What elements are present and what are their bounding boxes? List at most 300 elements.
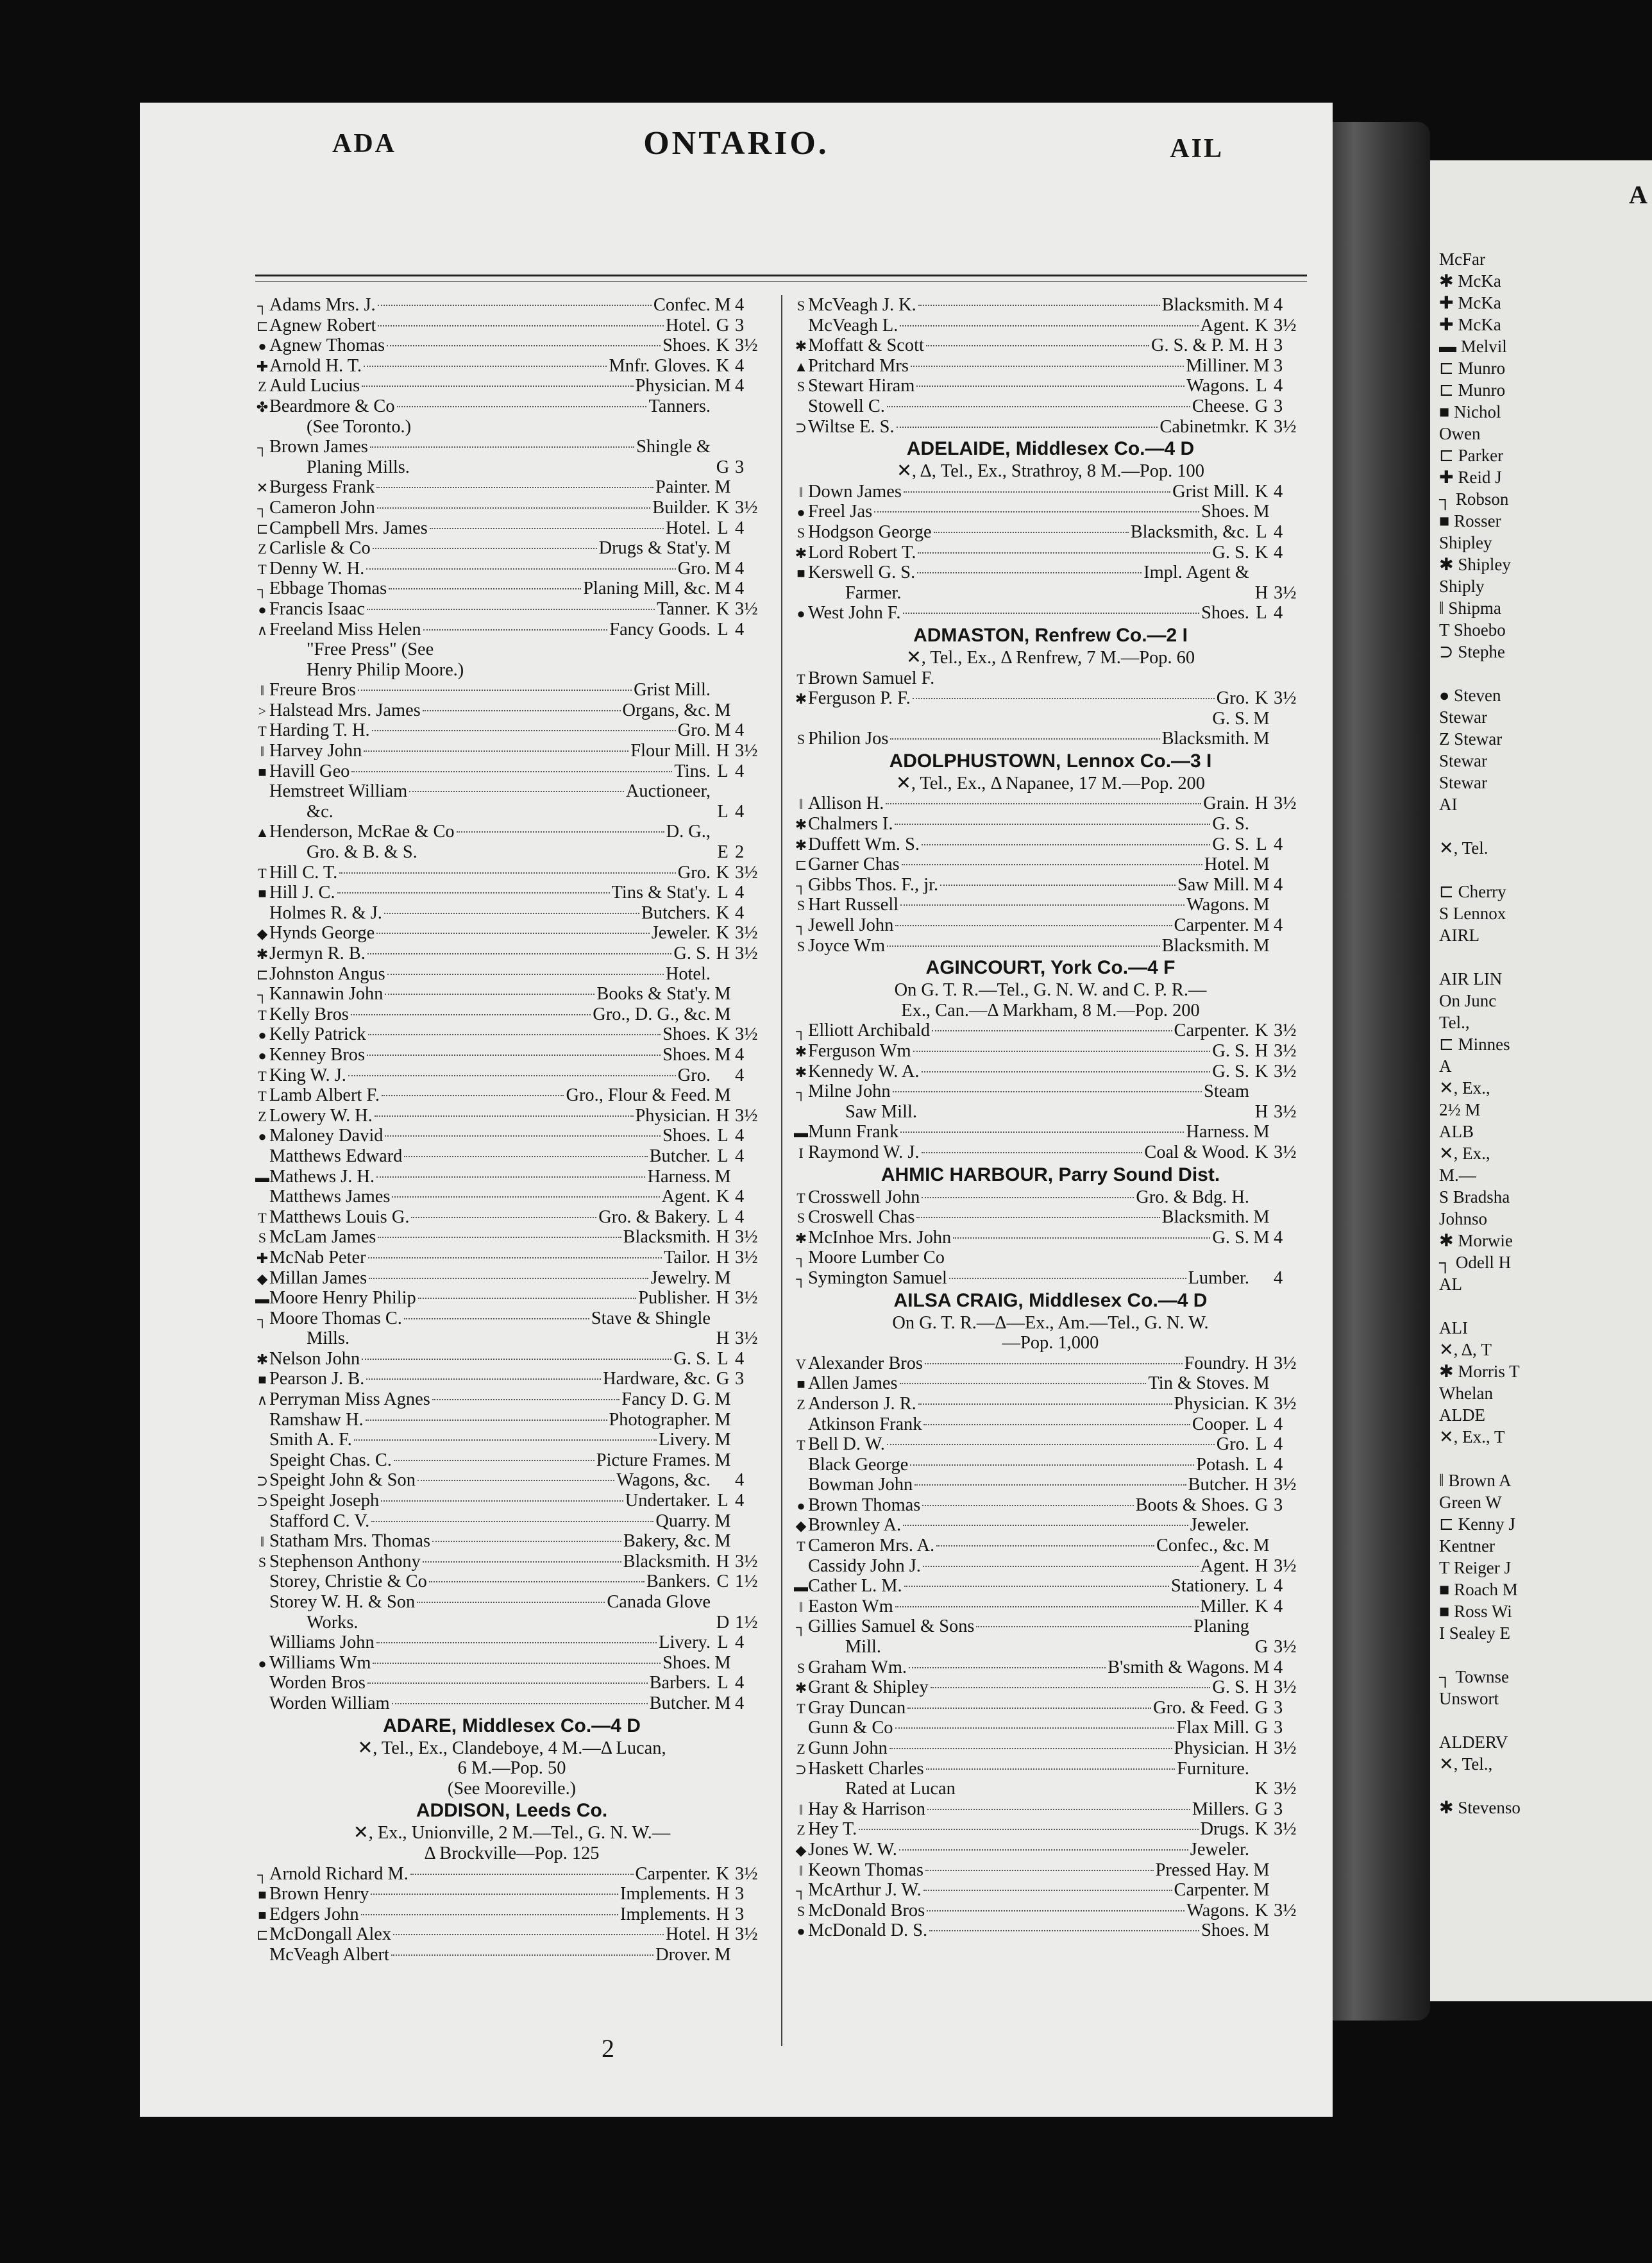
listing-credit: M bbox=[1253, 502, 1270, 522]
listing-row bbox=[794, 316, 1307, 336]
listing-row bbox=[794, 1102, 1307, 1123]
trade-symbol-icon: ┐ bbox=[257, 500, 267, 516]
listing-business: Shoes. bbox=[1201, 603, 1249, 623]
listing-rating: 3½ bbox=[1274, 1021, 1297, 1041]
page-number: 2 bbox=[602, 2034, 614, 2063]
trade-symbol-icon: ▬ bbox=[794, 1124, 808, 1141]
listing-credit: H bbox=[1254, 1353, 1268, 1373]
leader-dots bbox=[927, 1910, 1184, 1911]
header-rule bbox=[255, 275, 1307, 276]
listing-name: Chalmers I. bbox=[808, 814, 893, 835]
listing-rating: 4 bbox=[735, 1187, 745, 1207]
listing-business: Grist Mill. bbox=[634, 680, 711, 700]
listing-business: Wagons. bbox=[1186, 895, 1249, 915]
listing-row bbox=[255, 620, 768, 640]
listing-credit: M bbox=[714, 477, 731, 498]
listing-row bbox=[794, 1637, 1307, 1657]
listing-name: Gray Duncan bbox=[808, 1697, 906, 1718]
place-info: ✕, Tel., Ex., Δ Renfrew, 7 M.—Pop. 60 bbox=[906, 647, 1195, 668]
adjacent-page-line bbox=[1430, 946, 1652, 968]
leader-dots bbox=[384, 913, 639, 914]
listing-business: G. S. bbox=[673, 944, 711, 963]
listing-credit: M bbox=[1253, 1373, 1270, 1394]
listing-row bbox=[794, 396, 1307, 417]
listing-name: Allen James bbox=[808, 1373, 898, 1394]
trade-symbol-icon: ┐ bbox=[257, 581, 267, 598]
trade-symbol-icon: Z bbox=[796, 1741, 805, 1757]
leader-dots bbox=[417, 1602, 605, 1603]
listing-business: Organs, &c. bbox=[622, 700, 711, 720]
trade-symbol-icon: Z bbox=[258, 378, 267, 395]
leader-dots bbox=[367, 953, 672, 954]
trade-symbol-icon: ● bbox=[796, 1923, 805, 1940]
listing-row bbox=[794, 1414, 1307, 1435]
trade-symbol-icon: V bbox=[796, 1355, 806, 1372]
listing-row bbox=[255, 1349, 768, 1369]
listing-name: Bowman John bbox=[808, 1475, 913, 1495]
leader-dots bbox=[373, 1663, 661, 1664]
listing-name: Grant & Shipley bbox=[808, 1677, 929, 1698]
listing-credit: K bbox=[716, 355, 730, 376]
listing-business: Picture Frames. bbox=[596, 1450, 711, 1470]
listing-row bbox=[794, 1738, 1307, 1759]
listing-rating: 3½ bbox=[1274, 1353, 1297, 1373]
listing-row bbox=[794, 915, 1307, 936]
listing-business: Jewelry. bbox=[650, 1267, 711, 1288]
listing-credit: M bbox=[714, 1450, 731, 1470]
listing-name: McArthur J. W. bbox=[808, 1880, 922, 1901]
trade-symbol-icon: ● bbox=[258, 601, 267, 618]
listing-row bbox=[255, 1613, 768, 1633]
leader-dots bbox=[923, 1566, 1199, 1567]
listing-credit: M bbox=[714, 1693, 731, 1713]
adjacent-page-line: I Sealey E bbox=[1439, 1623, 1510, 1643]
listing-credit: L bbox=[1256, 521, 1267, 542]
place-heading: ADDISON, Leeds Co. bbox=[416, 1800, 608, 1822]
listing-business: Agent. bbox=[1200, 1555, 1249, 1576]
listing-name: Henderson, McRae & Co bbox=[269, 822, 455, 842]
listing-name: Stowell C. bbox=[808, 396, 885, 416]
listing-row bbox=[255, 579, 768, 599]
listing-credit: K bbox=[1254, 1142, 1268, 1162]
listing-row bbox=[255, 1924, 768, 1945]
listing-rating: 3 bbox=[735, 315, 745, 335]
listing-credit: M bbox=[714, 720, 731, 741]
listing-row bbox=[794, 1142, 1307, 1163]
listing-row bbox=[255, 1450, 768, 1471]
adjacent-page-line: ✕, Ex., bbox=[1439, 1144, 1490, 1163]
listing-name: Gunn & Co bbox=[808, 1718, 893, 1738]
adjacent-page-line: Unswort bbox=[1439, 1689, 1499, 1708]
listing-row bbox=[794, 502, 1307, 522]
leader-dots bbox=[385, 994, 594, 995]
listing-business: Butcher. bbox=[1188, 1475, 1249, 1495]
trade-symbol-icon: T bbox=[796, 1538, 805, 1555]
listing-rating: 4 bbox=[1274, 542, 1283, 563]
trade-symbol-icon: T bbox=[258, 1067, 267, 1084]
listing-business: Cheese. bbox=[1192, 396, 1249, 416]
listing-business: Millers. bbox=[1192, 1799, 1249, 1819]
listing-row bbox=[794, 709, 1307, 729]
listing-name: Hill C. T. bbox=[269, 862, 338, 883]
listing-row bbox=[794, 1041, 1307, 1062]
listing-credit: M bbox=[714, 1944, 731, 1965]
listing-name: Down James bbox=[808, 481, 902, 502]
leader-dots bbox=[429, 1581, 645, 1582]
listing-row bbox=[255, 781, 768, 802]
adjacent-page-line: Kentner bbox=[1439, 1536, 1495, 1555]
listing-name: Nelson John bbox=[269, 1348, 360, 1369]
listing-business: B'smith & Wagons. bbox=[1108, 1657, 1249, 1677]
listing-row bbox=[794, 376, 1307, 396]
listing-name: Brown James bbox=[269, 437, 368, 457]
listing-rating: 4 bbox=[1274, 1414, 1283, 1434]
leader-dots bbox=[377, 507, 650, 509]
listing-business: Harness. bbox=[647, 1166, 711, 1187]
listing-business: Physician. bbox=[635, 1105, 711, 1126]
listing-rating: 4 bbox=[735, 558, 745, 579]
listing-credit: K bbox=[1254, 1393, 1268, 1414]
listing-name: McNab Peter bbox=[269, 1247, 366, 1267]
listing-row bbox=[255, 437, 768, 457]
trade-symbol-icon: ✚ bbox=[256, 358, 269, 375]
listing-row bbox=[255, 842, 768, 863]
listing-business: Gro. bbox=[1216, 1434, 1249, 1455]
leader-dots bbox=[926, 1768, 1176, 1770]
listing-business: Grist Mill. bbox=[1172, 481, 1249, 502]
trade-symbol-icon: ⊃ bbox=[795, 419, 807, 436]
listing-row bbox=[255, 1864, 768, 1885]
listing-row bbox=[255, 498, 768, 518]
listing-credit: M bbox=[714, 1389, 731, 1410]
trade-symbol-icon: T bbox=[258, 723, 267, 740]
listing-continuation: Henry Philip Moore.) bbox=[307, 659, 464, 680]
trade-symbol-icon: ◆ bbox=[257, 1270, 268, 1287]
listing-rating: 4 bbox=[735, 1693, 745, 1713]
place-info: Δ Brockville—Pop. 125 bbox=[424, 1843, 600, 1863]
listing-rating: 4 bbox=[735, 1207, 745, 1227]
listing-business: G. S. bbox=[1212, 542, 1249, 563]
listing-business: Grain. bbox=[1203, 793, 1249, 814]
listing-rating: 4 bbox=[735, 295, 745, 315]
listing-row bbox=[794, 1556, 1307, 1577]
listing-row bbox=[255, 1146, 768, 1167]
listing-business: Gro. bbox=[677, 558, 711, 579]
leader-dots bbox=[890, 738, 1159, 740]
listing-row bbox=[794, 583, 1307, 604]
listing-rating: 3½ bbox=[1274, 1475, 1297, 1495]
listing-rating: 4 bbox=[735, 619, 745, 640]
leader-dots bbox=[893, 1091, 1202, 1092]
listing-credit: L bbox=[717, 883, 729, 903]
listing-business: Hotel. bbox=[665, 315, 711, 335]
listing-credit: M bbox=[1253, 1920, 1270, 1941]
listing-credit: G bbox=[1254, 396, 1268, 416]
listing-row bbox=[255, 944, 768, 964]
adjacent-page-line: Stewar bbox=[1439, 708, 1487, 727]
listing-credit: M bbox=[1253, 1207, 1270, 1228]
adjacent-page-line: M.— bbox=[1439, 1165, 1476, 1185]
listing-business: Blacksmith. bbox=[1161, 1207, 1249, 1228]
listing-rating: 3 bbox=[1274, 396, 1283, 416]
trade-symbol-icon: ‖ bbox=[260, 743, 265, 760]
adjacent-page-line: ⊏ Munro bbox=[1439, 359, 1506, 378]
listing-name: Cameron Mrs. A. bbox=[808, 1536, 935, 1556]
listing-rating: 3 bbox=[735, 1369, 745, 1389]
trade-symbol-icon: S bbox=[796, 1210, 805, 1226]
trade-symbol-icon: T bbox=[796, 1189, 805, 1206]
listing-row bbox=[255, 1693, 768, 1714]
leader-dots bbox=[423, 629, 608, 631]
adjacent-page-line: Whelan bbox=[1439, 1384, 1493, 1403]
listing-rating: 3 bbox=[735, 1884, 745, 1904]
place-info: On G. T. R.—Tel., G. N. W. and C. P. R.— bbox=[894, 980, 1207, 1001]
listing-rating: 3½ bbox=[1274, 688, 1297, 709]
listing-business: G. S. bbox=[1212, 1227, 1249, 1248]
trade-symbol-icon: Z bbox=[796, 1396, 805, 1412]
listing-row bbox=[794, 1880, 1307, 1901]
listing-name: Ferguson P. F. bbox=[808, 688, 911, 709]
listing-business: Stationery. bbox=[1171, 1576, 1249, 1597]
listing-rating: 4 bbox=[1274, 1657, 1283, 1677]
adjacent-page-line: Tel., bbox=[1439, 1013, 1470, 1032]
listing-business: Foundry. bbox=[1184, 1353, 1249, 1373]
listing-rating: 4 bbox=[735, 579, 745, 599]
leader-dots bbox=[913, 1051, 1211, 1052]
listing-name: Hodgson George bbox=[808, 521, 932, 542]
listing-name: Ebbage Thomas bbox=[269, 579, 387, 599]
trade-symbol-icon: ▬ bbox=[794, 1579, 808, 1595]
leader-dots bbox=[900, 904, 1184, 906]
listing-credit: M bbox=[714, 1166, 731, 1187]
listing-row bbox=[794, 1434, 1307, 1455]
listing-credit: L bbox=[717, 1126, 729, 1146]
listing-name: Wiltse E. S. bbox=[808, 416, 895, 437]
adjacent-page-line bbox=[1430, 1644, 1652, 1666]
header-rule-thin bbox=[255, 281, 1307, 282]
listing-row bbox=[255, 1653, 768, 1674]
listing-rating: 3½ bbox=[735, 1551, 758, 1572]
listing-business: Tins. bbox=[674, 761, 711, 781]
trade-symbol-icon: T bbox=[258, 865, 267, 881]
adjacent-page-line: ⊃ Stephe bbox=[1439, 642, 1505, 661]
listing-row bbox=[794, 1248, 1307, 1268]
listing-row bbox=[255, 1288, 768, 1309]
listing-name: Kelly Patrick bbox=[269, 1024, 366, 1045]
listing-rating: 3½ bbox=[735, 1024, 758, 1045]
listing-credit: K bbox=[1254, 1819, 1268, 1840]
listing-rating: 3½ bbox=[1274, 1041, 1297, 1061]
listing-row bbox=[794, 1268, 1307, 1289]
listing-continuation: "Free Press" (See bbox=[307, 640, 434, 660]
listing-name: Milne John bbox=[808, 1081, 891, 1102]
listing-credit: H bbox=[716, 1884, 730, 1904]
trade-symbol-icon: ● bbox=[258, 338, 267, 355]
listing-row bbox=[255, 1673, 768, 1693]
book-spine bbox=[1321, 122, 1430, 2021]
listing-business: Tailor. bbox=[664, 1247, 711, 1267]
adjacent-page-line: ALDERV bbox=[1439, 1733, 1508, 1752]
listing-credit: M bbox=[714, 376, 731, 396]
listing-name: Stephenson Anthony bbox=[269, 1551, 421, 1572]
leader-dots bbox=[387, 345, 661, 346]
listing-business: Blacksmith, &c. bbox=[1130, 521, 1249, 542]
listing-row bbox=[794, 1920, 1307, 1941]
listing-credit: G bbox=[716, 315, 730, 335]
listing-rating: 3 bbox=[1274, 1697, 1283, 1718]
listing-name: Hill J. C. bbox=[269, 883, 335, 903]
trade-symbol-icon: ⊏ bbox=[256, 520, 269, 537]
listing-business: Auctioneer, bbox=[625, 781, 711, 802]
leader-dots bbox=[378, 1237, 621, 1238]
leader-dots bbox=[370, 446, 634, 448]
listing-rating: 4 bbox=[1274, 295, 1283, 315]
listing-rating: 3 bbox=[1274, 1799, 1283, 1819]
header-left-guide: ADA bbox=[332, 129, 396, 158]
adjacent-page-line: ✕, Tel., bbox=[1439, 1754, 1493, 1774]
listing-rating: 2 bbox=[735, 842, 745, 863]
leader-dots bbox=[936, 1545, 1154, 1547]
adjacent-page bbox=[1430, 160, 1652, 2001]
listing-continuation: Mills. bbox=[307, 1328, 350, 1349]
trade-symbol-icon: ∧ bbox=[257, 1392, 268, 1409]
listing-rating: 4 bbox=[1274, 915, 1283, 936]
trade-symbol-icon: ⊃ bbox=[795, 1761, 807, 1777]
listing-name: McVeagh Albert bbox=[269, 1944, 389, 1965]
listing-name: Croswell Chas bbox=[808, 1207, 915, 1228]
listing-rating: 4 bbox=[735, 1348, 745, 1369]
leader-dots bbox=[368, 1257, 662, 1259]
listing-name: Matthews Edward bbox=[269, 1146, 403, 1166]
leader-dots bbox=[381, 1500, 623, 1502]
listing-row bbox=[794, 936, 1307, 956]
listing-name: McDonald Bros bbox=[808, 1900, 925, 1920]
listing-row bbox=[255, 1592, 768, 1613]
listing-row bbox=[794, 1597, 1307, 1617]
leader-dots bbox=[378, 325, 663, 326]
listing-row bbox=[794, 417, 1307, 437]
listing-rating: 3½ bbox=[735, 1105, 758, 1126]
leader-dots bbox=[918, 552, 1210, 554]
listing-row bbox=[794, 356, 1307, 377]
leader-dots bbox=[369, 1278, 648, 1279]
trade-symbol-icon: ✱ bbox=[256, 1351, 269, 1368]
listing-rating: 4 bbox=[1274, 1454, 1283, 1475]
listing-row bbox=[794, 1576, 1307, 1597]
adjacent-page-header: A bbox=[1629, 180, 1648, 209]
leader-dots bbox=[976, 1626, 1192, 1627]
adjacent-page-line bbox=[1430, 1709, 1652, 1731]
trade-symbol-icon: T bbox=[796, 670, 805, 687]
listing-rating: 4 bbox=[735, 720, 745, 741]
listing-business: Planing Mill, &c. bbox=[583, 579, 711, 599]
listing-row bbox=[255, 538, 768, 559]
listing-business: Shoes. bbox=[662, 1044, 711, 1065]
adjacent-page-line: ✕, Ex., bbox=[1439, 1078, 1490, 1098]
listing-credit: H bbox=[1254, 793, 1268, 814]
leader-dots bbox=[392, 1703, 648, 1704]
leader-dots bbox=[389, 588, 581, 589]
listing-rating: 4 bbox=[735, 1146, 745, 1166]
leader-dots bbox=[364, 366, 607, 367]
listing-name: Adams Mrs. J. bbox=[269, 295, 376, 315]
trade-symbol-icon: Z bbox=[796, 1822, 805, 1838]
leader-dots bbox=[949, 1278, 1186, 1279]
leader-dots bbox=[392, 1196, 659, 1198]
listing-name: Holmes R. & J. bbox=[269, 903, 382, 923]
listing-business: Carpenter. bbox=[1174, 1021, 1249, 1041]
listing-credit: M bbox=[714, 1004, 731, 1024]
leader-dots bbox=[393, 1934, 664, 1935]
leader-dots bbox=[923, 1890, 1172, 1891]
listing-credit: L bbox=[717, 518, 729, 538]
listing-row bbox=[255, 356, 768, 377]
listing-name: Ramshaw H. bbox=[269, 1409, 364, 1430]
trade-symbol-icon: T bbox=[258, 1088, 267, 1105]
listing-business: Gro. bbox=[677, 1065, 711, 1085]
trade-symbol-icon: ● bbox=[258, 1047, 267, 1064]
listing-business: Gro. bbox=[677, 862, 711, 883]
trade-symbol-icon: ■ bbox=[258, 1371, 267, 1388]
leader-dots bbox=[913, 698, 1215, 699]
trade-symbol-icon: Z bbox=[258, 1108, 267, 1124]
listing-name: Matthews Louis G. bbox=[269, 1207, 410, 1227]
listing-rating: 3½ bbox=[1274, 1779, 1297, 1799]
listing-row bbox=[255, 1369, 768, 1389]
listing-credit: K bbox=[716, 598, 730, 619]
listing-rating: 3½ bbox=[1274, 1819, 1297, 1840]
place-info: On G. T. R.—Δ—Ex., Am.—Tel., G. N. W. bbox=[892, 1312, 1209, 1333]
place-heading: AILSA CRAIG, Middlesex Co.—4 D bbox=[893, 1289, 1208, 1311]
listing-name: McDongall Alex bbox=[269, 1924, 392, 1945]
listing-row bbox=[794, 603, 1307, 623]
listing-continuation: (See Toronto.) bbox=[307, 416, 412, 437]
listing-business: Milliner. bbox=[1186, 355, 1249, 376]
listing-name: Burgess Frank bbox=[269, 477, 375, 498]
listing-business: Agent. bbox=[661, 1187, 711, 1207]
listing-credit: M bbox=[1253, 1880, 1270, 1901]
listing-credit: H bbox=[1254, 1041, 1268, 1061]
listing-credit: G bbox=[716, 1369, 730, 1389]
listing-name: Brown Samuel F. bbox=[808, 668, 935, 688]
adjacent-page-line: ⊏ Kenny J bbox=[1439, 1514, 1515, 1534]
listing-credit: K bbox=[1254, 1021, 1268, 1041]
trade-symbol-icon: ‖ bbox=[260, 682, 265, 699]
leader-dots bbox=[902, 864, 1202, 865]
listing-row bbox=[794, 875, 1307, 895]
listing-business: Carpenter. bbox=[1174, 1880, 1249, 1901]
listing-business: Books & Stat'y. bbox=[596, 984, 711, 1004]
listing-business: Shoes. bbox=[1201, 1920, 1249, 1941]
adjacent-page-line: A bbox=[1439, 1056, 1452, 1076]
listing-name: Haskett Charles bbox=[808, 1758, 924, 1779]
listing-name: Munn Frank bbox=[808, 1122, 899, 1142]
listing-row bbox=[794, 1062, 1307, 1082]
listing-name: Ferguson Wm bbox=[808, 1041, 911, 1061]
listing-business: Boots & Shoes. bbox=[1135, 1495, 1249, 1515]
trade-symbol-icon: ▬ bbox=[255, 1291, 269, 1307]
listing-business: Blacksmith. bbox=[1161, 295, 1249, 315]
leader-dots bbox=[376, 1176, 645, 1178]
listing-business: Butchers. bbox=[641, 903, 711, 923]
trade-symbol-icon: ■ bbox=[796, 1376, 805, 1393]
listing-business: Bankers. bbox=[646, 1572, 711, 1592]
listing-business: Coal & Wood. bbox=[1144, 1142, 1249, 1162]
leader-dots bbox=[922, 1197, 1134, 1198]
listing-name: Kelly Bros bbox=[269, 1004, 349, 1024]
listing-credit: G bbox=[1254, 1495, 1268, 1515]
leader-dots bbox=[366, 1420, 607, 1421]
